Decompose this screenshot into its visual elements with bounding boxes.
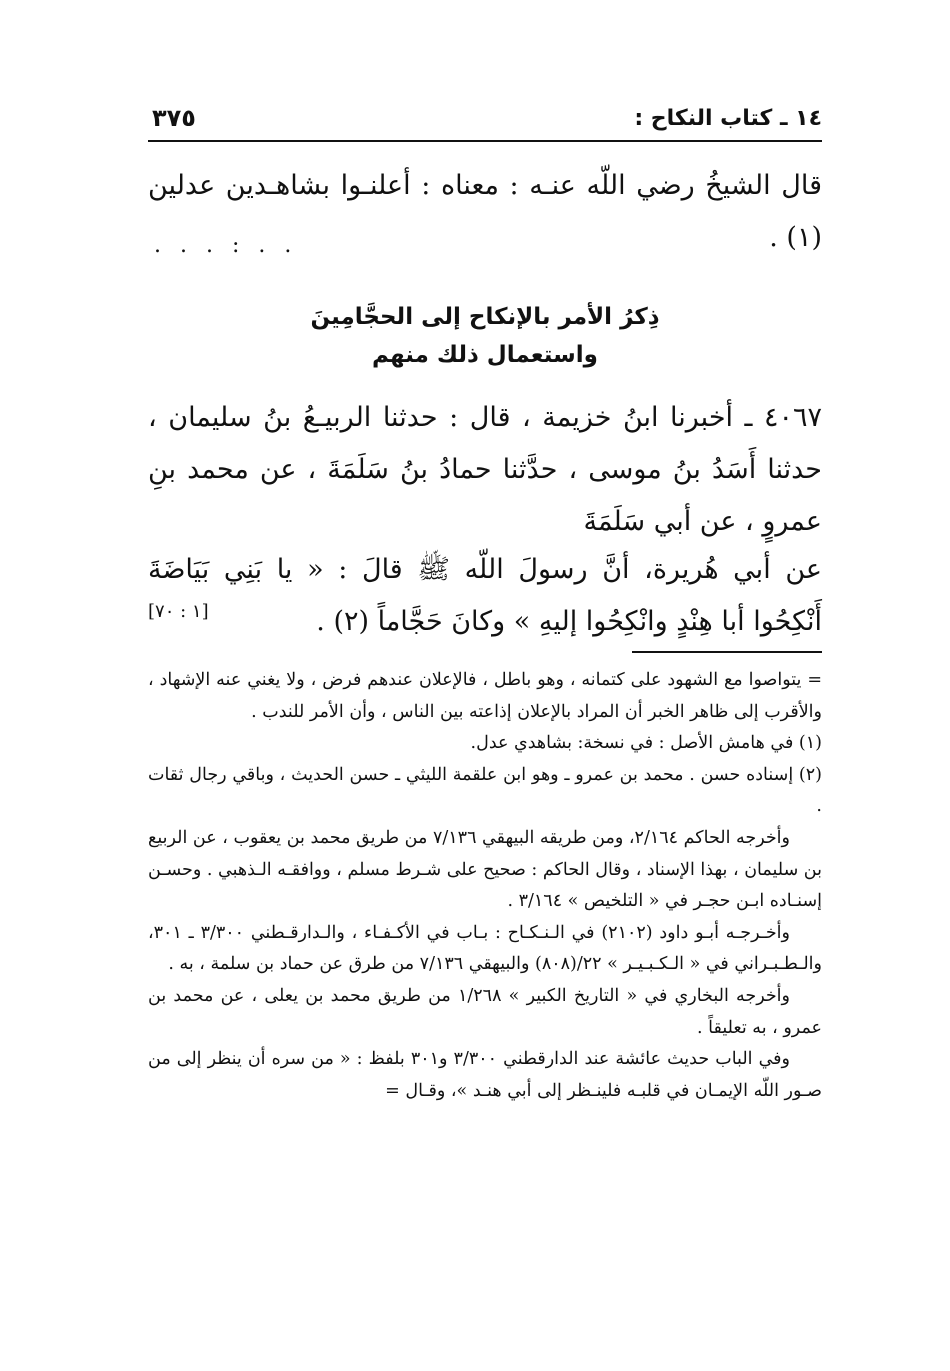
footnote-2-takhrij-3: وأخرجه البخاري في « التاريخ الكبير » ١/٢٦٨ من طريق محمد بن يعلى ، عن محمد بن عمرو ، به تعليقاً . <box>148 985 822 1038</box>
chapter-title: ١٤ ـ كتاب النكاح : <box>634 106 822 131</box>
footnotes <box>148 665 822 1107</box>
running-header <box>148 100 822 142</box>
footnote-2-takhrij-4: وفي الباب حديث عائشة عند الدارقطني ٣/٣٠٠ و٣٠١ بلفظ : « من سره أن ينظر إلى من صـور اللّه الإيمـان في قلبـه فلينـظر إلى أبي هنـد »، وقـال = <box>148 1049 822 1101</box>
sheikh-comment <box>148 160 822 270</box>
footnote-2-takhrij-1: وأخرجه الحاكم ٢/١٦٤، ومن طريقه البيهقي ٧/١٣٦ من طريق محمد بن يعقوب ، عن الربيع بن سليمان ، بهذا الإسناد ، وقال الحاكم : صحيح على شـرط مسلم ، ووافقـه الـذهبي . وحسـن إسنـاده ابـن حجـر في « التلخيص » ٣/١٦٤ . <box>148 827 822 912</box>
hadith-reference: [١ : ٧٠] <box>148 601 209 622</box>
heading-line-1: ذِكرُ الأمر بالإنكاح إلى الحجَّامِينَ <box>310 304 660 330</box>
hadith-isnad-text: ٤٠٦٧ ـ أخبرنا ابنُ خزيمة ، قال : حدثنا الربيـعُ بنُ سليمان ، حدثنا أَسَدُ بنُ موسى ، حدَّثنا حمادُ بنُ سَلَمَةَ ، عن محمد بنِ عمروٍ ، عن أبي سَلَمَةَ <box>148 402 822 537</box>
footnote-1: (١) في هامش الأصل : في نسخة: بشاهدي عدل. <box>470 733 822 754</box>
footnote-2: (٢) إسناده حسن . محمد بن عمرو ـ وهو ابن علقمة الليثي ـ حسن الحديث ، وباقي رجال ثقات . <box>148 764 822 817</box>
hadith-matn-text: عن أبي هُريرة، أنَّ رسولَ اللّه ﷺ قالَ : « يا بَنِي بَيَاضَةَ أَنْكِحُوا أبا هِنْدٍ وانْكِحُوا إليهِ » وكانَ حَجَّاماً (٢) . <box>148 554 822 637</box>
hadith-isnad <box>148 392 822 548</box>
heading-line-2: واستعمال ذلك منهم <box>372 342 598 368</box>
footnote-continuation: = يتواصوا مع الشهود على كتمانه ، وهو باطل ، فالإعلان عندهم فرض ، ولا يغني عنه الإشهاد ، والأقرب إلى ظاهر الخبر أن المراد بالإعلان إذاعته بين الناس ، وأن الأمر للندب . <box>148 670 822 722</box>
sheikh-comment-text: قال الشيخُ رضي اللّه عنـه : معناه : أعلنـوا بشاهـدين عدلين (١) . <box>148 170 822 253</box>
footnote-2-takhrij-2: وأخـرجـه أبـو داود (٢١٠٢) في الـنـكـاح : بـاب في الأكـفـاء ، والـدارقـطني ٣/٣٠٠ ـ ٣٠١، والـطـبـراني في « الـكـبـيـر » ٢٢/(٨٠٨) والبيهقي ٧/١٣٦ من طرق عن حماد بن سلمة ، به . <box>148 922 822 975</box>
hadith-matn <box>148 544 822 648</box>
page-number: ٣٧٥ <box>152 104 196 132</box>
chapter-heading <box>148 298 822 374</box>
footnote-separator <box>632 651 822 653</box>
ellipsis-dots: . . . : . . <box>154 233 298 258</box>
